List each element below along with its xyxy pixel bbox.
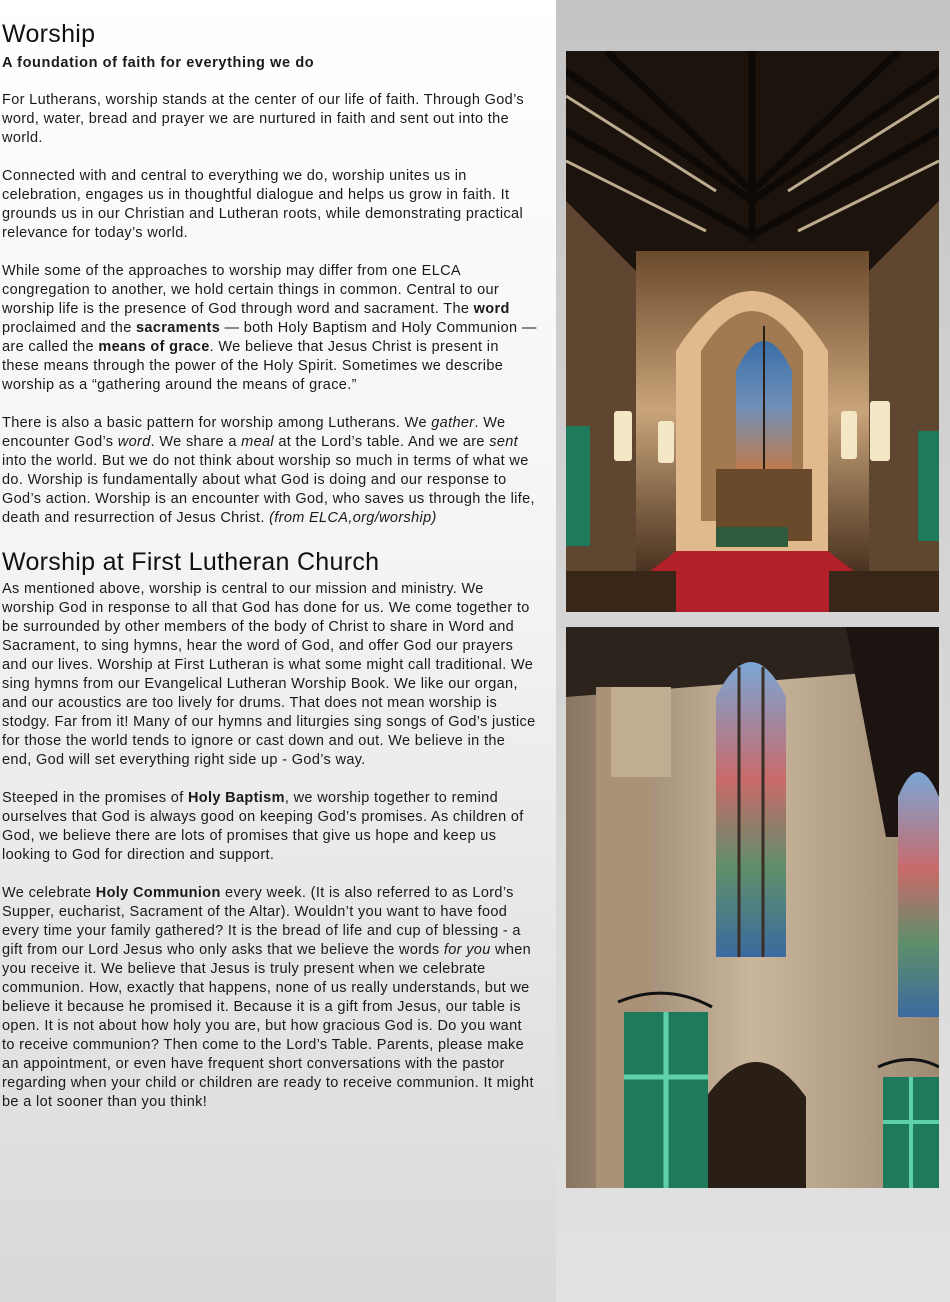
article bbox=[2, 18, 537, 1112]
paragraph-mission: As mentioned above, worship is central to our mission and ministry. We worship God in response to all that God has done for us. We come together to be surrounded by other members of the body of Christ to share in Word and Sacrament, to sing hymns, hear the word of God, and offer God our prayers and our lives. Worship at First Lutheran is what some might call traditional. We sing hymns from our Evangelical Lutheran Worship Book. We like our organ, and our acoustics are too lively for drums. That does not mean worship is stodgy. Far from it! Many of our hymns and liturgies sing songs of God’s justice for those the world tends to ignore or cast down and out. We believe in the end, God will set everything right side up - God’s way. bbox=[2, 581, 536, 768]
paragraph-baptism: Steeped in the promises of Holy Baptism, we worship together to remind ourselves that God is always good on keeping God’s promises. As children of God, we believe there are lots of promises that give us hope and keep us looking to God for direction and support. bbox=[2, 790, 524, 863]
paragraph-communion: We celebrate Holy Communion every week. (It is also referred to as Lord’s Supper, eucharist, Sacrament of the Altar). Wouldn’t you want to have food every time your family gathered? It is the bread of life and cup of blessing - a gift from our Lord Jesus who only asks that we believe the words for you when you receive it. We believe that Jesus is truly present when we celebrate communion. How, exactly that happens, none of us really understands, but we believe it because he promised it. Because it is a gift from Jesus, our table is open. It is not about how holy you are, but how gracious God is. Do you want to receive communion? Then come to the Lord’s Table. Parents, please make an appointment, or even have frequent short conversations with the pastor regarding when your child or children are ready to receive communion. It might be a lot sooner than you think! bbox=[2, 885, 534, 1110]
paragraph-intro: For Lutherans, worship stands at the center of our life of faith. Through God’s word, water, bread and prayer we are nurtured in faith and sent out into the world. bbox=[2, 92, 525, 146]
stained-glass-photo bbox=[566, 627, 939, 1188]
source-citation: (from ELCA,org/worship) bbox=[269, 510, 437, 526]
section-title-first-lutheran: Worship at First Lutheran Church bbox=[2, 548, 380, 576]
page-subtitle: A foundation of faith for everything we do bbox=[2, 55, 315, 71]
page-title: Worship bbox=[2, 20, 96, 48]
paragraph-connected: Connected with and central to everything we do, worship unites us in celebration, engages us in thoughtful dialogue and helps us grow in faith. It grounds us in our Christian and Lutheran roots, while demonstrating practical relevance for today’s world. bbox=[2, 168, 524, 241]
paragraph-means-of-grace: While some of the approaches to worship may differ from one ELCA congregation to another, we hold certain things in common. Central to our worship life is the presence of God through word and sacrament. The word proclaimed and the sacraments — both Holy Baptism and Holy Communion — are called the means of grace. We believe that Jesus Christ is present in these means through the power of the Holy Spirit. Sometimes we describe worship as a “gathering around the means of grace.” bbox=[2, 263, 537, 393]
nave-interior-photo bbox=[566, 51, 939, 612]
paragraph-pattern: There is also a basic pattern for worship among Lutherans. We gather. We encounter God’s word. We share a meal at the Lord’s table. And we are sent into the world. But we do not think about worship so much in terms of what we do. Worship is fundamentally about what God is doing and our response to God’s action. Worship is an encounter with God, who saves us through the life, death and resurrection of Jesus Christ. (from ELCA,org/worship) bbox=[2, 415, 535, 526]
